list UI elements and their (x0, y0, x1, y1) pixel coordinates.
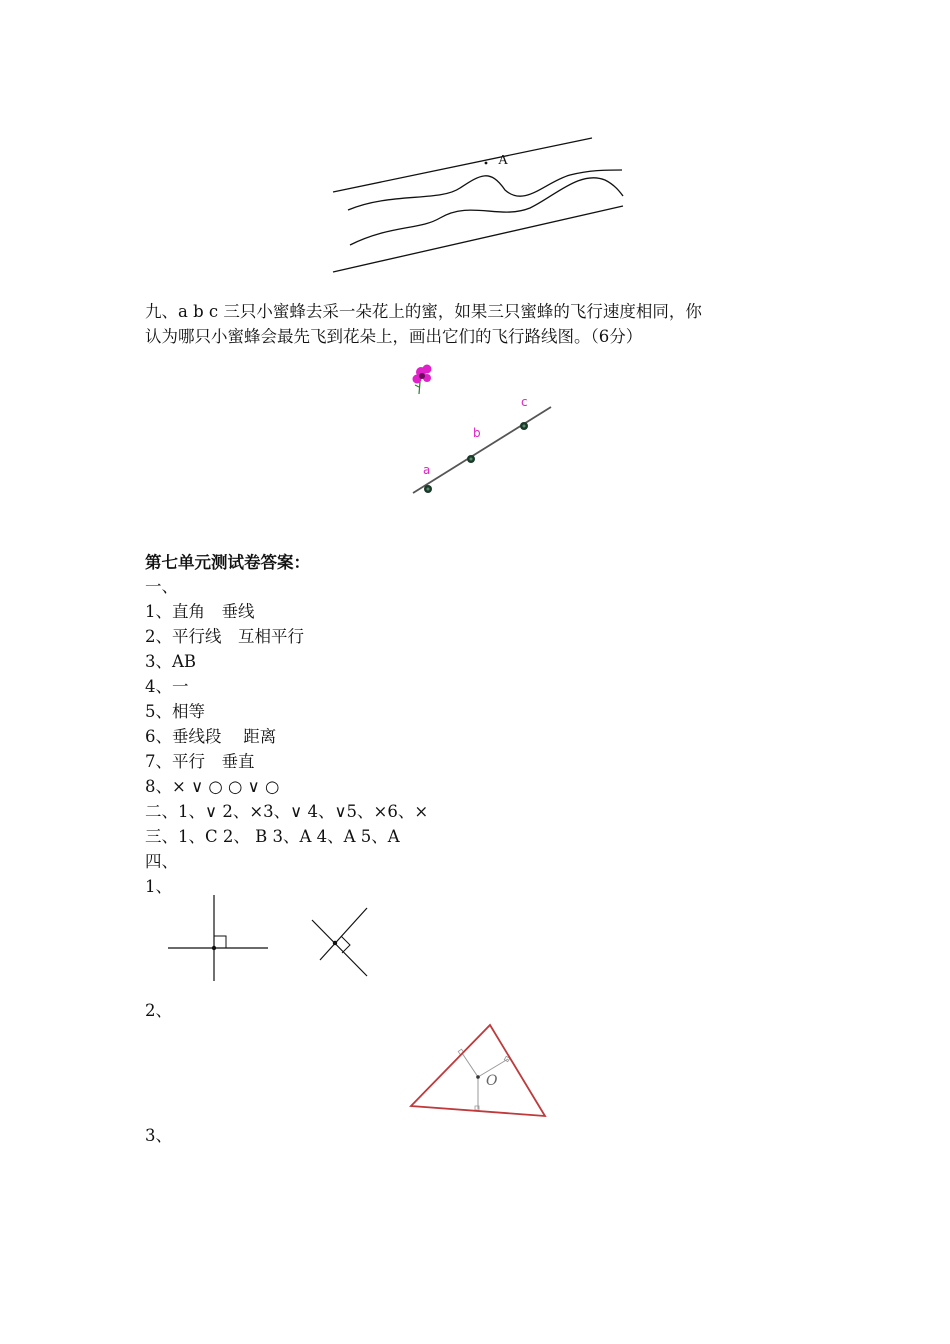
bee-line (413, 407, 551, 493)
center-o-label: O (486, 1073, 498, 1089)
bee-a-icon (424, 485, 432, 493)
center-o-dot (476, 1075, 480, 1079)
perpendicular-cross-1 (168, 895, 268, 981)
bee-c-label: c (521, 395, 528, 409)
triangle-figure (400, 1015, 555, 1125)
answer-line: 5、相等 (145, 702, 205, 721)
river-wave-lower (350, 178, 623, 245)
answers-heading: 第七单元测试卷答案： (145, 553, 310, 572)
answer-line: 7、平行 垂直 (145, 752, 255, 771)
question-9 (145, 299, 810, 349)
bee-figure (405, 360, 555, 500)
answer-item-3: 3、 (145, 1126, 172, 1145)
bee-a-label: a (423, 463, 431, 477)
answer-line: 二、1、∨ 2、×3、∨ 4、∨5、×6、× (145, 802, 429, 821)
point-a-dot (485, 162, 488, 165)
answer-item-2: 2、 (145, 1001, 172, 1020)
answer-line: 8、× ∨ ○ ○ ∨ ○ (145, 777, 280, 796)
bee-c-icon (520, 422, 528, 430)
answer-line: 四、 (145, 852, 178, 871)
flower-icon (413, 365, 432, 395)
bee-b-icon (467, 455, 475, 463)
question-9-line-2: 认为哪只小蜜蜂会最先飞到花朵上，画出它们的飞行路线图。（6分） (145, 327, 643, 346)
answer-line: 2、平行线 互相平行 (145, 627, 304, 646)
answer-line: 4、一 (145, 677, 189, 696)
river-wave-upper (348, 170, 622, 210)
perpendicular-figures (160, 890, 380, 990)
question-9-line-1: 九、a b c 三只小蜜蜂去采一朵花上的蜜，如果三只蜜蜂的飞行速度相同，你 (145, 302, 702, 321)
bee-b-label: b (473, 426, 481, 440)
answer-line: 一、 (145, 577, 178, 596)
answer-line: 3、AB (145, 652, 197, 671)
perp-to-left-side (462, 1053, 478, 1077)
river-bank-top (333, 138, 592, 192)
perpendicular-cross-2 (312, 908, 367, 976)
answer-line: 1、直角 垂线 (145, 602, 255, 621)
answer-line: 6、垂线段 距离 (145, 727, 277, 746)
answer-line: 三、1、C 2、 B 3、A 4、A 5、A (145, 827, 400, 846)
river-bank-bottom (333, 206, 623, 272)
answer-line: 1、 (145, 877, 172, 896)
river-figure (330, 130, 630, 280)
point-a-label: A (498, 153, 509, 168)
